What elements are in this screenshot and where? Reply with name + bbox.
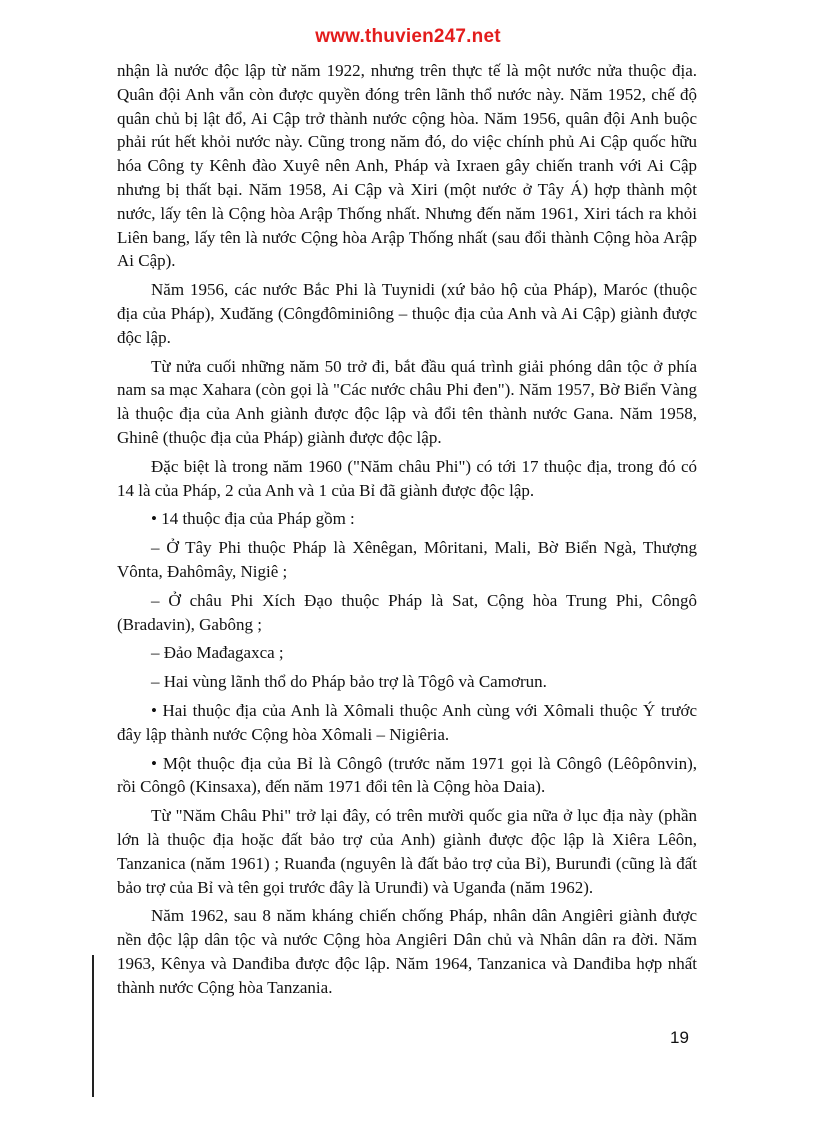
paragraph-belgian-colony: • Một thuộc địa của Bỉ là Côngô (trước năm 1971 gọi là Côngô (Lêôpônvin), rồi Côngô (Kinsaxa), đến năm 1971 đổi tên là Cộng hòa Daia).: [117, 753, 697, 797]
page-number: 19: [670, 1028, 689, 1047]
site-header-link[interactable]: www.thuvien247.net: [315, 26, 501, 47]
paragraph-british-colonies: • Hai thuộc địa của Anh là Xômali thuộc Anh cùng với Xômali thuộc Ý trước đây lập thành nước Cộng hòa Xômali – Nigiêria.: [117, 700, 697, 744]
paragraph-year-of-africa: Đặc biệt là trong năm 1960 ("Năm châu Phi") có tới 17 thuộc địa, trong đó có 14 là của Pháp, 2 của Anh và 1 của Bỉ đã giành được độc lập.: [117, 456, 697, 500]
paragraph-north-africa-1956: Năm 1956, các nước Bắc Phi là Tuynidi (xứ bảo hộ của Pháp), Maróc (thuộc địa của Pháp), Xuđăng (Côngđôminiông – thuộc địa của Anh và Ai Cập) giành được độc lập.: [117, 280, 697, 347]
body-text: [117, 59, 697, 1004]
paragraph-algeria-tanzania: Năm 1962, sau 8 năm kháng chiến chống Pháp, nhân dân Angiêri giành được nền độc lập dân tộc và nước Cộng hòa Angiêri Dân chủ và Nhân dân ra đời. Năm 1963, Kênya và Danđiba được độc lập. Năm 1964, Tanzanica và Danđiba hợp nhất thành nước Cộng hòa Tanzania.: [117, 906, 697, 997]
paragraph-sub-saharan-liberation: Từ nửa cuối những năm 50 trở đi, bắt đầu quá trình giải phóng dân tộc ở phía nam sa mạc Xahara (còn gọi là "Các nước châu Phi đen"). Năm 1957, Bờ Biển Vàng là thuộc địa của Anh giành được độc lập và đổi tên thành nước Gana. Năm 1958, Ghinê (thuộc địa của Pháp) giành được độc lập.: [117, 356, 697, 447]
paragraph-togo-cameroon: – Hai vùng lãnh thổ do Pháp bảo trợ là Tôgô và Camơrun.: [151, 672, 547, 692]
paragraph-continuation: nhận là nước độc lập từ năm 1922, nhưng trên thực tế là một nước nửa thuộc địa. Quân đội Anh vẫn còn được quyền đóng trên lãnh thổ nước này. Năm 1952, chế độ quân chủ bị lật đổ, Ai Cập trở thành nước cộng hòa. Năm 1956, quân đội Anh buộc phải rút hết khỏi nước này. Cũng trong năm đó, do việc chính phủ Ai Cập quốc hữu hóa Công ty Kênh đào Xuyê nên Anh, Pháp và Ixraen gây chiến tranh với Ai Cập nhưng bị thất bại. Năm 1958, Ai Cập và Xiri (một nước ở Tây Á) hợp thành một nước, lấy tên là Cộng hòa Arập Thống nhất. Nhưng đến năm 1961, Xiri tách ra khỏi Liên bang, lấy tên là nước Cộng hòa Arập Thống nhất (sau đổi thành Cộng hòa Arập Ai Cập).: [117, 61, 697, 271]
paragraph-madagascar: – Đảo Mađagaxca ;: [151, 643, 284, 663]
scan-margin-line: [92, 955, 94, 1097]
paragraph-french-equatorial-africa: – Ở châu Phi Xích Đạo thuộc Pháp là Sat, Cộng hòa Trung Phi, Côngô (Bradavin), Gabông ;: [117, 590, 697, 634]
paragraph-after-year-of-africa: Từ "Năm Châu Phi" trở lại đây, có trên mười quốc gia nữa ở lục địa này (phần lớn là thuộc địa hoặc đất bảo trợ của Anh) giành được độc lập là Xiêra Lêôn, Tanzanica (năm 1961) ; Ruanđa (nguyên là đất bảo trợ của Bỉ), Burunđi (cũng là đất bảo trợ của Bỉ và tên gọi trước đây là Urunđi) và Uganđa (năm 1962).: [117, 806, 697, 897]
paragraph-french-west-africa: – Ở Tây Phi thuộc Pháp là Xênêgan, Môritani, Mali, Bờ Biển Ngà, Thượng Vônta, Đahômây, Nigiê ;: [117, 538, 697, 581]
paragraph-french-colonies-heading: • 14 thuộc địa của Pháp gồm :: [151, 509, 355, 529]
